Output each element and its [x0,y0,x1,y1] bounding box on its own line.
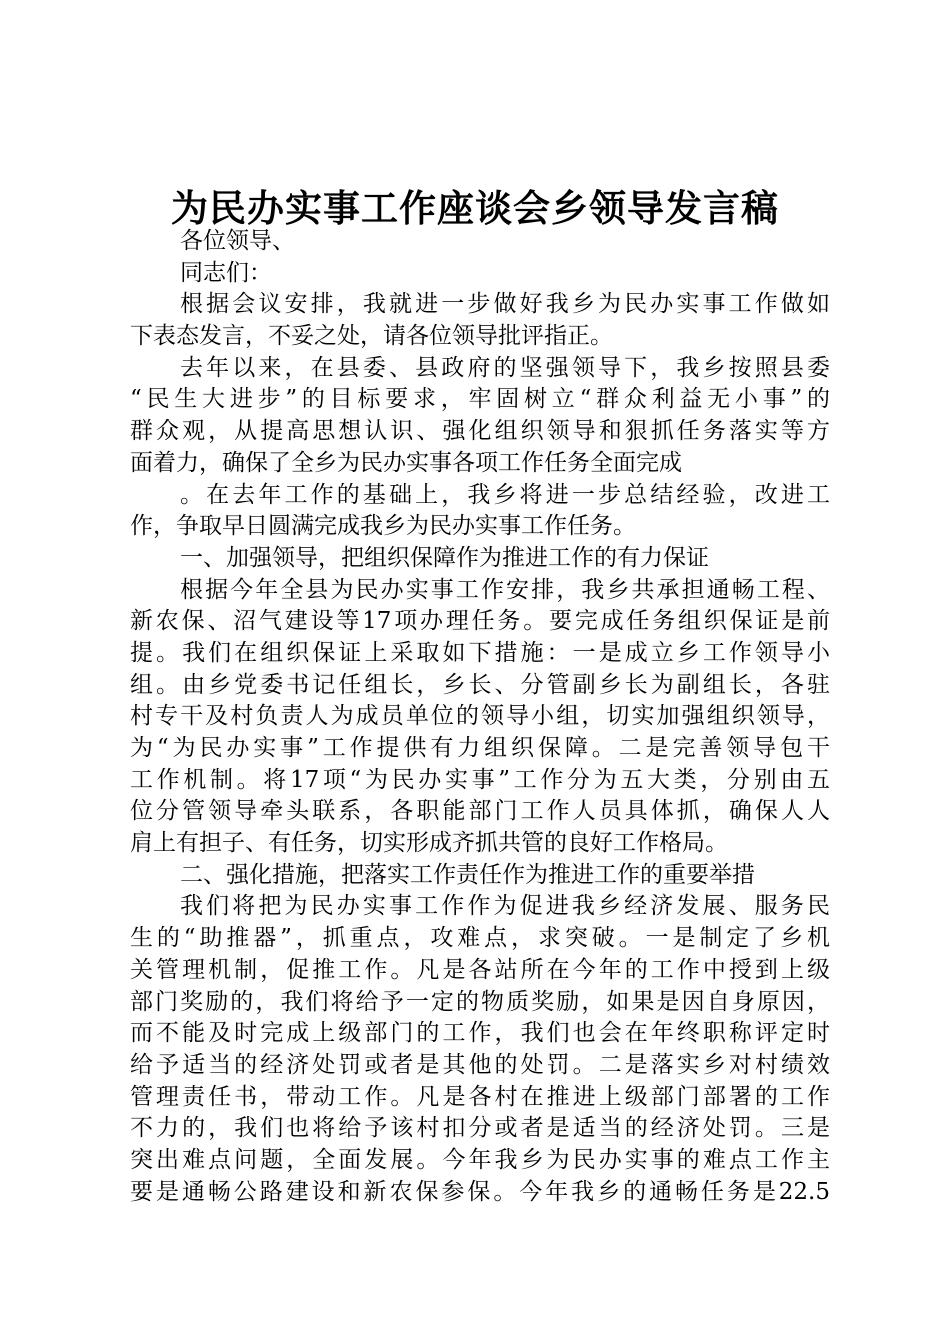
paragraph-line: 根据会议安排，我就进一步做好我乡为民办实事工作做如 [180,291,830,318]
paragraph-line: 群众观，从提高思想认识、强化组织领导和狠抓任务落实等方 [130,418,830,445]
paragraph-line: 部门奖励的，我们将给予一定的物质奖励，如果是因自身原因， [130,988,830,1015]
section-heading: 一、加强领导，把组织保障作为推进工作的有力保证 [180,544,709,571]
paragraph-line: 突出难点问题，全面发展。今年我乡为民办实事的难点工作主 [130,1146,830,1173]
document-title: 为民办实事工作座谈会乡领导发言稿 [171,186,779,230]
paragraph-line: 提。我们在组织保证上采取如下措施：一是成立乡工作领导小 [130,639,830,666]
paragraph-line: “民生大进步”的目标要求，牢固树立“群众利益无小事”的 [130,386,830,413]
greeting-line: 各位领导、 [180,228,295,254]
paragraph-line: 新农保、沼气建设等17项办理任务。要完成任务组织保证是前 [130,608,830,635]
paragraph-line: 为“为民办实事”工作提供有力组织保障。二是完善领导包干 [130,735,830,761]
greeting-line: 同志们： [180,259,272,286]
paragraph-line: 不力的，我们也将给予该村扣分或者是适当的经济处罚。三是 [130,1115,830,1142]
paragraph-line: 作，争取早日圆满完成我乡为民办实事工作任务。 [130,513,636,540]
paragraph-line: 给予适当的经济处罚或者是其他的处罚。二是落实乡对村绩效 [130,1051,830,1078]
paragraph-line: 组。由乡党委书记任组长，乡长、分管副乡长为副组长，各驻 [130,671,830,698]
paragraph-line: 管理责任书，带动工作。凡是各村在推进上级部门部署的工作 [130,1083,830,1110]
paragraph-line: 村专干及村负责人为成员单位的领导小组，切实加强组织领导， [130,703,830,730]
paragraph-line: 工作机制。将17项“为民办实事”工作分为五大类，分别由五 [130,766,830,793]
paragraph-line: 要是通畅公路建设和新农保参保。今年我乡的通畅任务是22.5 [130,1178,830,1205]
paragraph-line: 而不能及时完成上级部门的工作，我们也会在年终职称评定时 [130,1020,830,1047]
paragraph-line: 。在去年工作的基础上，我乡将进一步总结经验，改进工 [180,481,830,508]
paragraph-line: 位分管领导牵头联系，各职能部门工作人员具体抓，确保人人 [130,798,830,825]
paragraph-line: 根据今年全县为民办实事工作安排，我乡共承担通畅工程、 [180,576,830,603]
paragraph-line: 关管理机制，促推工作。凡是各站所在今年的工作中授到上级 [130,956,830,983]
paragraph-line: 我们将把为民办实事工作作为促进我乡经济发展、服务民 [180,893,830,920]
paragraph-line: 肩上有担子、有任务，切实形成齐抓共管的良好工作格局。 [130,830,728,857]
paragraph-line: 生的“助推器”，抓重点，攻难点，求突破。一是制定了乡机 [130,925,830,952]
paragraph-line: 去年以来，在县委、县政府的坚强领导下，我乡按照县委 [180,354,830,381]
document-body [130,226,830,1208]
paragraph-line: 面着力，确保了全乡为民办实事各项工作任务全面完成 [130,449,682,476]
section-heading: 二、强化措施，把落实工作责任作为推进工作的重要举措 [180,861,755,888]
paragraph-line: 下表态发言，不妥之处，请各位领导批评指正。 [130,323,613,350]
